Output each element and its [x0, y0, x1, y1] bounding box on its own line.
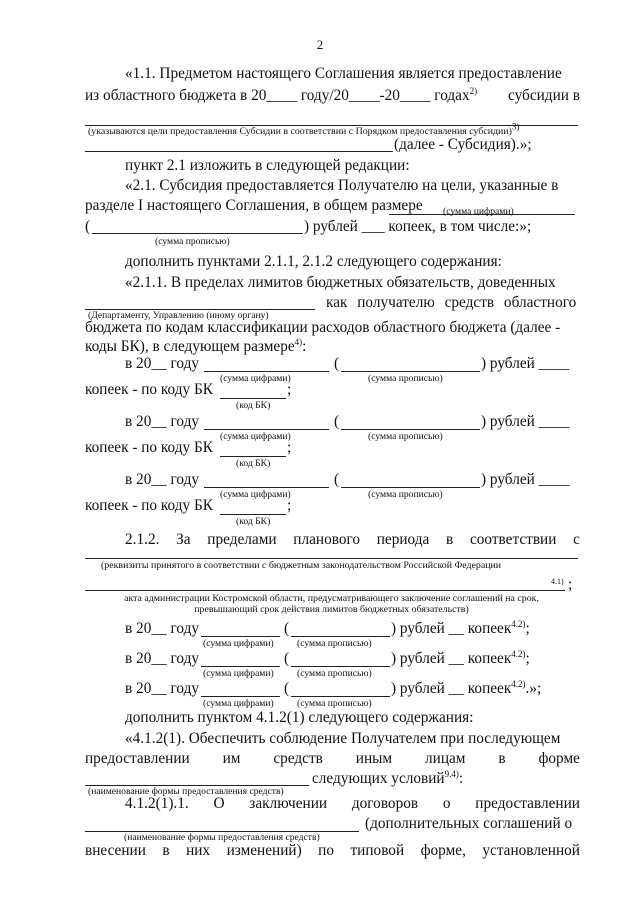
sum-digits-caption: (сумма цифрами): [443, 206, 514, 217]
page-number: 2: [316, 37, 324, 52]
year3-semicolon: ;: [287, 497, 292, 514]
requisites-ref: 4.1): [551, 577, 564, 586]
clause-2-1-line3: ) рублей ___ копеек, в том числе:»;: [304, 218, 532, 235]
plan-year3-digits-line: [201, 696, 280, 697]
year3-digits-caption: (сумма цифрами): [220, 489, 291, 500]
year2-words-caption: (сумма прописью): [368, 431, 443, 442]
subsidy-purpose-line-2: [85, 151, 393, 152]
clause-4-1-2-1-line1: «4.1.2(1). Обеспечить соблюдение Получателем при последующем: [125, 730, 561, 747]
year3-digits-line: [204, 487, 329, 488]
clause-2-1-1-line3: бюджета по кодам классификации расходов областного бюджета (далее -: [85, 319, 561, 336]
total-words-line: [92, 233, 303, 234]
clause-1-1-line2: из областного бюджета в 20____ году/20____-20____ годах$^{2)}$ субсидии в: [85, 85, 580, 104]
sum-words-caption: (сумма прописью): [155, 236, 230, 247]
year1-bk-caption: (код БК): [236, 400, 271, 411]
requisites-caption-2: акта администрации Костромской области, предусматривающего заключение соглашений на срок,: [124, 593, 539, 604]
clause-2-1-1-line1: «2.1.1. В пределах лимитов бюджетных обязательств, доведенных: [125, 274, 556, 291]
plan-year2-rub: ) рублей __ копеек$^{4.2)}$;: [391, 648, 530, 667]
year3-open: (: [334, 471, 340, 488]
plan-year3-label: в 20__ году: [125, 680, 199, 697]
plan-year1-digits-caption: (сумма цифрами): [203, 638, 274, 649]
requisites-semicolon: ;: [568, 576, 573, 593]
requisites-line-1: [85, 558, 578, 559]
year2-kopeck-label: копеек - по коду БК: [85, 439, 214, 456]
clause-1-1-line1: «1.1. Предметом настоящего Соглашения является предоставление: [125, 65, 562, 82]
amend-2-1-1-text: дополнить пунктами 2.1.1, 2.1.2 следующего содержания:: [125, 253, 502, 270]
plan-year2-words-caption: (сумма прописью): [297, 668, 372, 679]
plan-year3-rub: ) рублей __ копеек$^{4.2)}$.»;: [391, 678, 542, 697]
plan-year2-words-line: [291, 666, 390, 667]
requisites-line-2: [85, 590, 565, 591]
plan-year2-label: в 20__ году: [125, 650, 199, 667]
plan-year3-digits-caption: (сумма цифрами): [203, 698, 274, 709]
year1-open: (: [334, 355, 340, 372]
plan-year2-digits-line: [201, 666, 280, 667]
form-name-caption-2: (наименование формы предоставления средств): [124, 832, 320, 843]
plan-year1-words-caption: (сумма прописью): [297, 638, 372, 649]
year3-kopeck-label: копеек - по коду БК: [85, 497, 214, 514]
requisites-caption-3: превышающий срок действия лимитов бюджетных обязательств): [194, 604, 469, 615]
clause-4-1-2-1-line2: предоставлении им средств иным лицам в форме: [85, 750, 580, 767]
clause-4-1-2-1-1-line1: 4.1.2(1).1. О заключении договоров о предоставлении: [125, 795, 580, 812]
plan-year2-open: (: [284, 650, 290, 667]
amend-2-1-text: пункт 2.1 изложить в следующей редакции:: [125, 157, 410, 174]
year3-bk-caption: (код БК): [236, 516, 271, 527]
clause-2-1-line3-open: (: [85, 218, 91, 235]
department-caption: (Департаменту, Управлению (иному органу): [88, 310, 269, 321]
requisites-caption-1: (реквизиты принятого в соответствии с бюджетным законодательством Российской Федерации: [101, 560, 502, 571]
year1-words-caption: (сумма прописью): [368, 373, 443, 384]
year1-label: в 20__ году: [125, 355, 199, 372]
plan-year1-rub: ) рублей __ копеек$^{4.2)}$;: [391, 618, 530, 637]
year1-kopeck-label: копеек - по коду БК: [85, 381, 214, 398]
clause-2-1-2-line1: 2.1.2. За пределами планового периода в соответствии с: [125, 531, 580, 548]
year2-bk-caption: (код БК): [236, 458, 271, 469]
year2-label: в 20__ году: [125, 413, 199, 430]
year2-rub: ) рублей ____: [481, 413, 570, 430]
plan-year1-digits-line: [201, 636, 280, 637]
year1-digits-line: [204, 371, 329, 372]
clause-2-1-line1: «2.1. Субсидия предоставляется Получателю на цели, указанные в: [125, 177, 559, 194]
year2-open: (: [334, 413, 340, 430]
clause-4-1-2-1-line3: следующих условий$^{9.4)}$:: [312, 768, 464, 787]
plan-year2-digits-caption: (сумма цифрами): [203, 668, 274, 679]
year1-digits-caption: (сумма цифрами): [220, 373, 291, 384]
year3-words-caption: (сумма прописью): [368, 489, 443, 500]
form-name-caption-1: (наименование формы предоставления средств): [88, 786, 284, 797]
year3-bk-line: [220, 514, 286, 515]
year3-words-line: [341, 487, 480, 488]
year3-label: в 20__ году: [125, 471, 199, 488]
plan-year1-open: (: [284, 620, 290, 637]
plan-year3-words-caption: (сумма прописью): [297, 698, 372, 709]
plan-year1-words-line: [291, 636, 390, 637]
year1-bk-line: [220, 398, 286, 399]
clause-2-1-1-line2: как получателю средств областного: [326, 294, 577, 311]
year2-digits-caption: (сумма цифрами): [220, 431, 291, 442]
plan-year1-label: в 20__ году: [125, 620, 199, 637]
plan-year3-open: (: [284, 680, 290, 697]
clause-2-1-1-line4: коды БК), в следующем размере$^{4)}$:: [85, 336, 307, 355]
year2-digits-line: [204, 429, 329, 430]
year3-rub: ) рублей ____: [481, 471, 570, 488]
year2-bk-line: [220, 456, 286, 457]
year1-rub: ) рублей ____: [481, 355, 570, 372]
plan-year3-words-line: [291, 696, 390, 697]
clause-4-1-2-1-1-line3: внесении в них изменений) по типовой форме, установленной: [85, 842, 580, 859]
clause-1-1-end: (далее - Субсидия).»;: [394, 136, 532, 153]
subsidy-purpose-caption: (указываются цели предоставления Субсидии в соответствии с Порядком предоставления субсидии)$^{3)}$: [88, 121, 520, 137]
clause-4-1-2-1-1-line2: (дополнительных соглашений о: [365, 815, 573, 832]
year2-semicolon: ;: [287, 439, 292, 456]
amend-4-1-2-1-text: дополнить пунктом 4.1.2(1) следующего содержания:: [125, 709, 474, 726]
year2-words-line: [341, 429, 480, 430]
year1-words-line: [341, 371, 480, 372]
year1-semicolon: ;: [287, 381, 292, 398]
clause-2-1-line2: разделе I настоящего Соглашения, в общем размере: [85, 197, 423, 214]
